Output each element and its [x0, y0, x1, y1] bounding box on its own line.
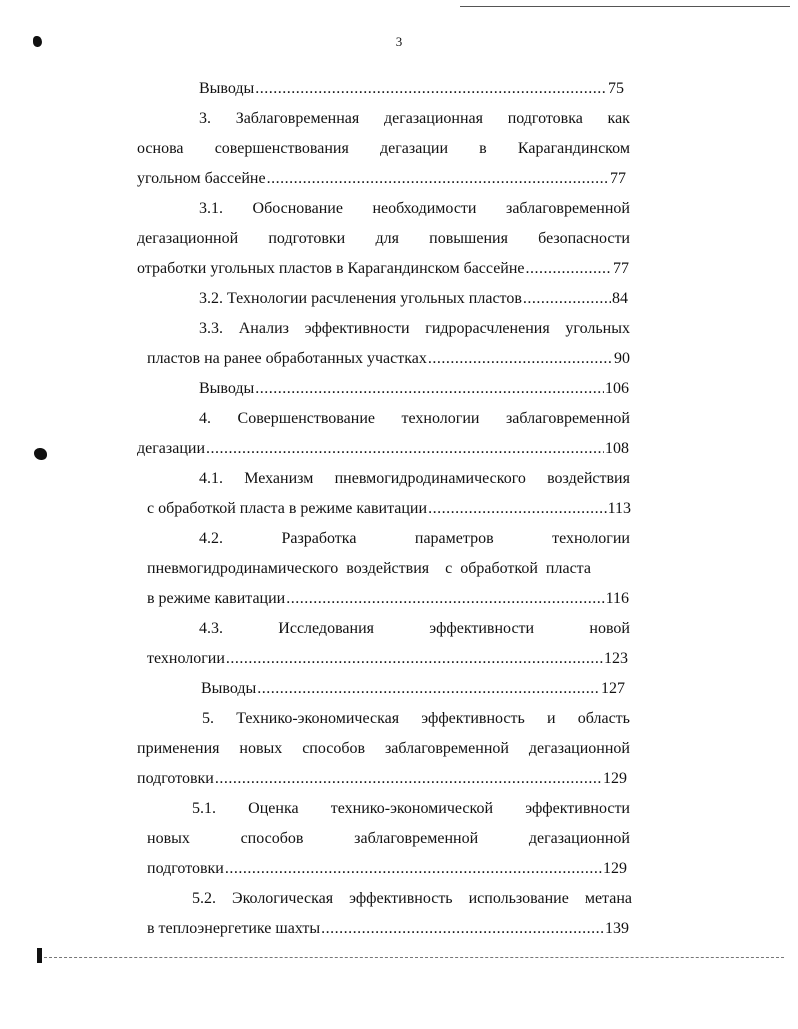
toc-entry-title: пластов на ранее обработанных участках	[147, 350, 427, 367]
toc-word: 4.	[199, 410, 211, 427]
toc-entry-title: подготовки	[137, 770, 214, 787]
toc-word: метана	[584, 890, 632, 907]
toc-word: 5.2.	[192, 890, 216, 907]
toc-entry-section-4-2	[199, 527, 630, 551]
toc-entry-section-3-1-cont	[137, 227, 630, 251]
toc-word: 4.2.	[199, 530, 223, 547]
toc-entry-section-4-3-end	[147, 647, 628, 671]
toc-word: 4.1.	[199, 470, 223, 487]
toc-word: гидрорасчленения	[425, 320, 550, 337]
toc-word: пневмогидродинамического	[334, 470, 526, 487]
toc-entry-section-5-end	[137, 767, 627, 791]
toc-entry-section-3-cont	[137, 137, 630, 161]
toc-page-number: 75	[608, 80, 624, 97]
toc-word: Экологическая	[232, 890, 334, 907]
toc-word: 4.3.	[199, 620, 223, 637]
toc-entry-title: технологии	[147, 650, 225, 667]
toc-page-number: 139	[605, 920, 629, 937]
toc-word: Совершенствование	[237, 410, 375, 427]
toc-word: 5.	[202, 710, 214, 727]
toc-page-number: 129	[603, 770, 627, 787]
toc-word: пневмогидродинамического	[147, 560, 339, 577]
toc-entry-section-4-end	[137, 437, 629, 461]
toc-entry-title: отработки угольных пластов в Карагандинском бассейне	[137, 260, 525, 277]
toc-word: дегазационная	[383, 110, 483, 127]
page-number: 3	[395, 34, 403, 49]
toc-word: заблаговременной	[354, 830, 479, 847]
toc-entry-section-5	[202, 707, 630, 731]
toc-entry-section-5-1-end	[147, 857, 627, 881]
toc-entry-section-4-1	[199, 467, 630, 491]
toc-page-number: 113	[607, 500, 631, 517]
dot-leader	[257, 677, 600, 701]
toc-entry-section-5-2	[192, 887, 632, 911]
toc-page-number: 90	[614, 350, 630, 367]
toc-entry-section-5-cont	[137, 737, 630, 761]
dot-leader	[206, 437, 604, 461]
toc-entry-title: угольном бассейне	[137, 170, 266, 187]
toc-page-number: 127	[601, 680, 625, 697]
toc-page-number: 106	[605, 380, 629, 397]
toc-word: дегазационной	[528, 740, 630, 757]
toc-word: эффективности	[429, 620, 535, 637]
dot-leader	[255, 377, 604, 401]
toc-entry-conclusions	[199, 377, 629, 401]
toc-word: воздействия	[547, 470, 630, 487]
dot-leader	[215, 767, 602, 791]
toc-word: новых	[239, 740, 283, 757]
toc-word: дегазационной	[137, 230, 239, 247]
toc-entry-conclusions	[201, 677, 625, 701]
toc-entry-title: с обработкой пласта в режиме кавитации	[147, 500, 428, 517]
toc-word: подготовки	[268, 230, 346, 247]
toc-entry-section-3-3-end	[147, 347, 630, 371]
toc-word: эффективность	[349, 890, 453, 907]
toc-word: область	[577, 710, 630, 727]
toc-word: как	[607, 110, 630, 127]
toc-word: новой	[589, 620, 630, 637]
toc-word: Обоснование	[252, 200, 343, 217]
toc-entry-title: подготовки	[147, 860, 224, 877]
toc-entry-title: дегазации	[137, 440, 206, 457]
toc-word: 5.1.	[192, 800, 216, 817]
toc-page-number: 84	[612, 290, 628, 307]
dot-leader	[286, 587, 604, 611]
toc-word: технико-экономической	[330, 800, 494, 817]
toc-word: дегазации	[379, 140, 448, 157]
toc-word: заблаговременной	[505, 410, 630, 427]
toc-word: Заблаговременная	[235, 110, 360, 127]
toc-entry-section-4	[199, 407, 630, 431]
dot-leader	[526, 257, 612, 281]
toc-word: дегазационной	[528, 830, 630, 847]
toc-word: воздействия	[346, 560, 430, 577]
dot-leader	[428, 347, 613, 371]
toc-word: совершенствования	[214, 140, 349, 157]
toc-page-number: 123	[604, 650, 628, 667]
toc-page-number: 77	[613, 260, 629, 277]
toc-page-number: 108	[605, 440, 629, 457]
toc-word: необходимости	[372, 200, 477, 217]
toc-entry-section-3-2	[199, 287, 628, 311]
toc-entry-title: Выводы	[199, 80, 255, 97]
toc-word: Оценка	[248, 800, 299, 817]
dot-leader	[225, 857, 602, 881]
toc-word: безопасности	[538, 230, 630, 247]
toc-entry-conclusions	[199, 77, 624, 101]
toc-word: обработкой	[460, 560, 538, 577]
toc-word: с	[445, 560, 453, 577]
toc-entry-section-5-1	[192, 797, 630, 821]
dot-leader	[255, 77, 607, 101]
toc-word: применения	[137, 740, 220, 757]
toc-word: Технико-экономическая	[236, 710, 400, 727]
toc-entry-section-3-1-end	[137, 257, 629, 281]
dot-leader	[523, 287, 611, 311]
toc-word: эффективности	[304, 320, 410, 337]
toc-word: Исследования	[278, 620, 374, 637]
toc-entry-section-3-3	[199, 317, 630, 341]
toc-word: новых	[147, 830, 190, 847]
toc-entry-section-4-3	[199, 617, 630, 641]
dot-leader	[267, 167, 609, 191]
toc-entry-title: Выводы	[199, 380, 255, 397]
toc-word: 3.3.	[199, 320, 223, 337]
toc-word: Механизм	[244, 470, 314, 487]
toc-entry-title: Выводы	[201, 680, 257, 697]
toc-word: параметров	[414, 530, 494, 547]
toc-word: 3.1.	[199, 200, 223, 217]
toc-entry-section-4-2-cont	[147, 557, 630, 581]
toc-word: для	[375, 230, 399, 247]
toc-word: заблаговременной	[384, 740, 509, 757]
toc-word: использование	[468, 890, 569, 907]
toc-word: Разработка	[281, 530, 357, 547]
toc-word: эффективность	[421, 710, 525, 727]
toc-word: Карагандинском	[517, 140, 630, 157]
toc-word: технологии	[401, 410, 480, 427]
toc-word: технологии	[552, 530, 630, 547]
toc-word: повышения	[429, 230, 508, 247]
toc-entry-section-4-2-end	[147, 587, 629, 611]
toc-word: в	[479, 140, 487, 157]
dot-leader	[226, 647, 603, 671]
toc-word: подготовка	[507, 110, 583, 127]
toc-word: способов	[240, 830, 304, 847]
toc-entry-title: в теплоэнергетике шахты	[147, 920, 321, 937]
toc-entry-section-3-end	[137, 167, 626, 191]
toc-word: 3.	[199, 110, 211, 127]
toc-word: пласта	[545, 560, 591, 577]
toc-word: и	[547, 710, 556, 727]
toc-page-number: 77	[610, 170, 626, 187]
toc-word: угольных	[565, 320, 630, 337]
toc-page-number: 116	[605, 590, 629, 607]
toc-word: основа	[137, 140, 184, 157]
toc-entry-section-4-1-end	[147, 497, 631, 521]
toc-word: заблаговременной	[506, 200, 630, 217]
toc-entry-section-3-1	[199, 197, 630, 221]
dot-leader	[321, 917, 604, 941]
toc-word: способов	[302, 740, 366, 757]
toc-entry-section-5-2-end	[147, 917, 629, 941]
toc-entry-title: 3.2. Технологии расчленения угольных пластов	[199, 290, 522, 307]
toc-page-number: 129	[603, 860, 627, 877]
dot-leader	[428, 497, 607, 521]
toc-entry-title: в режиме кавитации	[147, 590, 286, 607]
toc-entry-section-3	[199, 107, 630, 131]
toc-word: эффективности	[525, 800, 630, 817]
toc-entry-section-5-1-cont	[147, 827, 630, 851]
toc-word: Анализ	[238, 320, 289, 337]
